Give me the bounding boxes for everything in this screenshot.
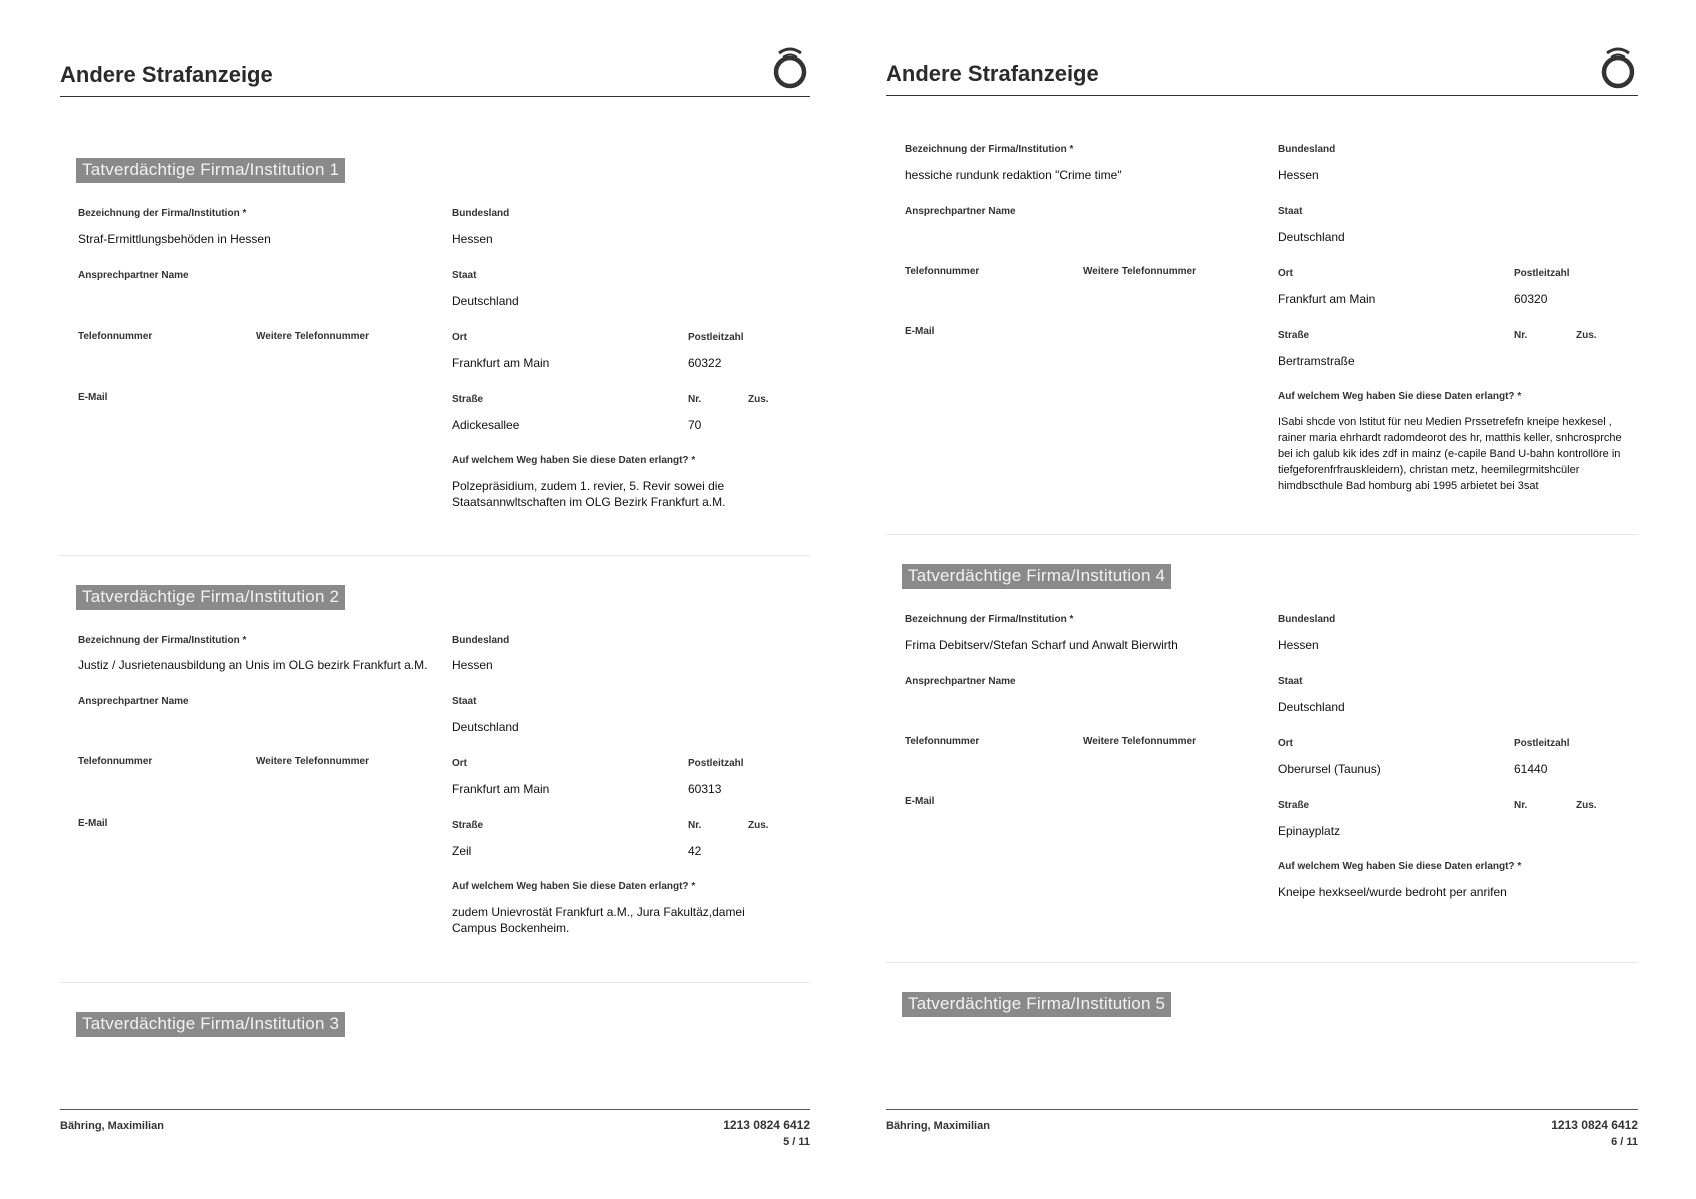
strasse-label: Straße	[452, 394, 484, 405]
circle-logo-icon	[770, 44, 810, 90]
bundesland-label: Bundesland	[1278, 614, 1336, 625]
plz-label: Postleitzahl	[688, 332, 744, 343]
section-divider	[886, 534, 1638, 535]
firma-label: Bezeichnung der Firma/Institution *	[905, 144, 1074, 155]
email-label: E-Mail	[905, 326, 935, 337]
nr-label: Nr.	[1514, 330, 1528, 341]
bundesland-value: Hessen	[452, 232, 493, 246]
ort-value: Frankfurt am Main	[452, 782, 550, 796]
staat-value: Deutschland	[1278, 700, 1345, 714]
telefon-label: Telefonnummer	[78, 756, 153, 767]
strasse-label: Straße	[1278, 800, 1310, 811]
plz-label: Postleitzahl	[1514, 268, 1570, 279]
bundesland-value: Hessen	[452, 658, 493, 672]
footer-reference: 1213 0824 6412	[1551, 1118, 1638, 1132]
bundesland-label: Bundesland	[452, 635, 510, 646]
strasse-label: Straße	[452, 820, 484, 831]
weitere-telefon-label: Weitere Telefonnummer	[1083, 266, 1196, 277]
zus-label: Zus.	[1576, 330, 1597, 341]
weg-value: zudem Unievrostät Frankfurt a.M., Jura Fakultäz,damei Campus Bockenheim.	[452, 905, 745, 935]
plz-value: 60322	[688, 356, 722, 370]
bundesland-label: Bundesland	[452, 208, 510, 219]
plz-value: 60320	[1514, 292, 1548, 306]
section-heading: Tatverdächtige Firma/Institution 3	[76, 1012, 345, 1037]
section-heading: Tatverdächtige Firma/Institution 4	[902, 564, 1171, 589]
strasse-value: Zeil	[452, 844, 472, 858]
ort-label: Ort	[1278, 738, 1293, 749]
strasse-value: Bertramstraße	[1278, 354, 1355, 368]
weitere-telefon-label: Weitere Telefonnummer	[256, 331, 369, 342]
weg-label: Auf welchem Weg haben Sie diese Daten erlangt? *	[452, 455, 696, 466]
weitere-telefon-label: Weitere Telefonnummer	[256, 756, 369, 767]
telefon-label: Telefonnummer	[905, 266, 980, 277]
weg-label: Auf welchem Weg haben Sie diese Daten erlangt? *	[1278, 391, 1522, 402]
header-divider	[60, 96, 810, 97]
weg-label: Auf welchem Weg haben Sie diese Daten erlangt? *	[452, 881, 696, 892]
plz-value: 60313	[688, 782, 722, 796]
footer-divider	[886, 1109, 1638, 1110]
bundesland-value: Hessen	[1278, 168, 1319, 182]
footer-author: Bähring, Maximilian	[886, 1120, 990, 1132]
weg-value: Kneipe hexkseel/wurde bedroht per anrifen	[1278, 885, 1507, 899]
firma-value: Justiz / Jusrietenausbildung an Unis im OLG bezirk Frankfurt a.M.	[78, 658, 428, 672]
weg-value: ISabi shcde von lstitut für neu Medien Prssetrefefn kneipe hexkesel , rainer maria ehrhardt radomdeorot des hr, matthis keller, snhcrosprche bei ich galub kik ides zdf in mainz (e-capile Band U-bahn kontrollöre in tiefgeforenfrfrauskleidern), christan metz, heemilegrmitshcüler himdbscthule Bad homburg abi 1995 arbietet bei 3sat	[1278, 416, 1622, 492]
staat-label: Staat	[1278, 206, 1303, 217]
zus-label: Zus.	[748, 394, 769, 405]
ort-label: Ort	[452, 758, 467, 769]
section-heading: Tatverdächtige Firma/Institution 2	[76, 585, 345, 610]
nr-value: 42	[688, 844, 702, 858]
section-divider	[60, 555, 810, 556]
firma-label: Bezeichnung der Firma/Institution *	[905, 614, 1074, 625]
section-divider	[886, 962, 1638, 963]
ort-value: Frankfurt am Main	[1278, 292, 1376, 306]
email-label: E-Mail	[78, 392, 108, 403]
footer-reference: 1213 0824 6412	[723, 1118, 810, 1132]
ort-label: Ort	[1278, 268, 1293, 279]
ort-label: Ort	[452, 332, 467, 343]
bundesland-label: Bundesland	[1278, 144, 1336, 155]
plz-label: Postleitzahl	[688, 758, 744, 769]
nr-label: Nr.	[1514, 800, 1528, 811]
section-heading: Tatverdächtige Firma/Institution 5	[902, 992, 1171, 1017]
nr-label: Nr.	[688, 820, 702, 831]
firma-label: Bezeichnung der Firma/Institution *	[78, 208, 247, 219]
zus-label: Zus.	[1576, 800, 1597, 811]
ansprechpartner-label: Ansprechpartner Name	[905, 206, 1016, 217]
weg-value: Polzepräsidium, zudem 1. revier, 5. Revir sowei die Staatsannwltschaften im OLG Bezirk Frankfurt a.M.	[452, 479, 726, 509]
bundesland-value: Hessen	[1278, 638, 1319, 652]
staat-value: Deutschland	[1278, 230, 1345, 244]
plz-label: Postleitzahl	[1514, 738, 1570, 749]
section-heading: Tatverdächtige Firma/Institution 1	[76, 158, 345, 183]
staat-value: Deutschland	[452, 720, 519, 734]
circle-logo-icon	[1598, 44, 1638, 90]
page-number: 6 / 11	[1611, 1136, 1638, 1148]
nr-value: 70	[688, 418, 702, 432]
telefon-label: Telefonnummer	[78, 331, 153, 342]
zus-label: Zus.	[748, 820, 769, 831]
page-number: 5 / 11	[783, 1136, 810, 1148]
ort-value: Oberursel (Taunus)	[1278, 762, 1381, 776]
telefon-label: Telefonnummer	[905, 736, 980, 747]
staat-value: Deutschland	[452, 294, 519, 308]
weitere-telefon-label: Weitere Telefonnummer	[1083, 736, 1196, 747]
document-page-6	[886, 0, 1638, 1199]
strasse-label: Straße	[1278, 330, 1310, 341]
plz-value: 61440	[1514, 762, 1548, 776]
staat-label: Staat	[452, 696, 477, 707]
page-title: Andere Strafanzeige	[886, 61, 1099, 86]
email-label: E-Mail	[905, 796, 935, 807]
nr-label: Nr.	[688, 394, 702, 405]
strasse-value: Epinayplatz	[1278, 824, 1341, 838]
ansprechpartner-label: Ansprechpartner Name	[78, 696, 189, 707]
staat-label: Staat	[1278, 676, 1303, 687]
footer-author: Bähring, Maximilian	[60, 1120, 164, 1132]
email-label: E-Mail	[78, 818, 108, 829]
section-divider	[60, 982, 810, 983]
firma-value: hessiche rundunk redaktion "Crime time"	[905, 168, 1122, 182]
ansprechpartner-label: Ansprechpartner Name	[905, 676, 1016, 687]
strasse-value: Adickesallee	[452, 418, 520, 432]
ansprechpartner-label: Ansprechpartner Name	[78, 270, 189, 281]
footer-divider	[60, 1109, 810, 1110]
firma-value: Frima Debitserv/Stefan Scharf und Anwalt Bierwirth	[905, 638, 1178, 652]
header-divider	[886, 95, 1638, 96]
firma-label: Bezeichnung der Firma/Institution *	[78, 635, 247, 646]
document-page-5	[60, 0, 810, 1199]
weg-label: Auf welchem Weg haben Sie diese Daten erlangt? *	[1278, 861, 1522, 872]
ort-value: Frankfurt am Main	[452, 356, 550, 370]
page-title: Andere Strafanzeige	[60, 62, 273, 87]
firma-value: Straf-Ermittlungsbehöden in Hessen	[78, 232, 271, 246]
staat-label: Staat	[452, 270, 477, 281]
